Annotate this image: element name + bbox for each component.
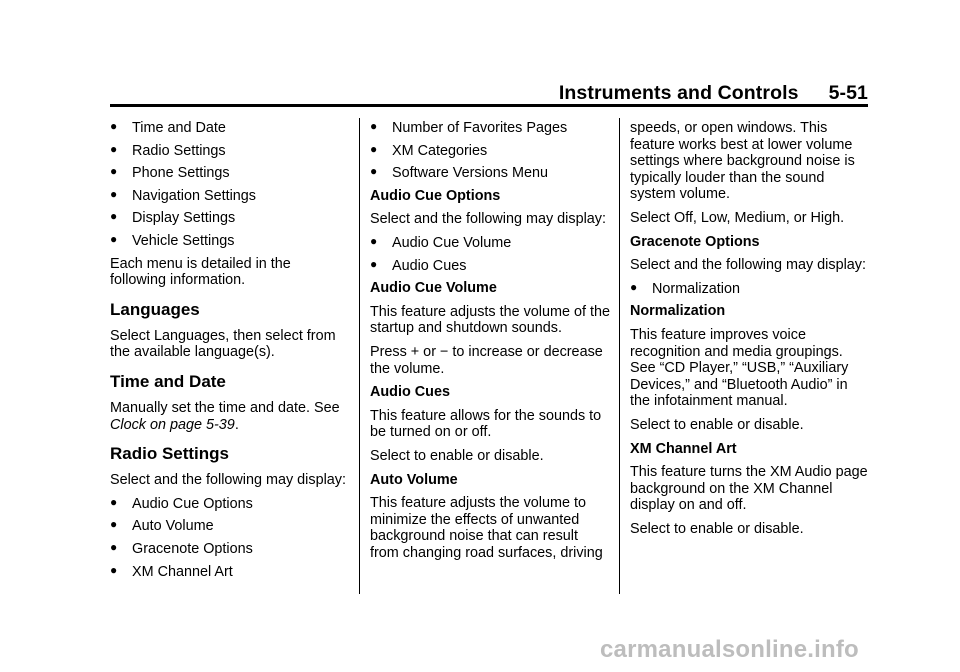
time-date-text: Manually set the time and date. See Clock on page 5-39.	[110, 399, 340, 433]
normalization-text: This feature improves voice recognition and media groupings. See “CD Player,” “USB,” “Auxiliary Devices,” and “Bluetooth Audio” in the infotainment manual.	[630, 326, 849, 410]
gracenote-options-text: Select and the following may display:	[630, 257, 866, 274]
column-3	[630, 120, 870, 544]
audio-cue-volume-heading: Audio Cue Volume	[370, 280, 497, 297]
list-item: ● Display Settings	[110, 209, 236, 227]
auto-volume-continued-text: speeds, or open windows. This feature works best at lower volume settings where background noise is typically louder than the sound system volume.	[630, 120, 855, 203]
bullet-icon: ●	[110, 119, 118, 133]
gracenote-options-heading: Gracenote Options	[630, 233, 760, 250]
audio-cues-text-2: Select to enable or disable.	[370, 447, 544, 464]
xm-channel-art-text: This feature turns the XM Audio page background on the XM Channel display on and off.	[630, 464, 868, 514]
list-item: ● Vehicle Settings	[110, 231, 235, 249]
audio-cue-volume-text-2: Press + or − to increase or decrease the volume.	[370, 343, 603, 377]
list-item: ● Audio Cues	[370, 256, 467, 274]
list-item: ● Audio Cue Options	[110, 494, 253, 512]
bullet-icon: ●	[110, 517, 118, 532]
normalization-text-2: Select to enable or disable.	[630, 416, 804, 433]
column-2	[370, 120, 610, 568]
bullet-icon: ●	[110, 141, 118, 156]
bullet-icon: ●	[370, 233, 378, 248]
normalization-heading: Normalization	[630, 303, 726, 320]
bullet-icon: ●	[370, 164, 378, 179]
bullet-icon: ●	[110, 562, 118, 577]
bullet-icon: ●	[110, 231, 118, 246]
audio-cues-heading: Audio Cues	[370, 384, 450, 401]
audio-cue-options-heading: Audio Cue Options	[370, 187, 501, 204]
audio-cue-volume-text: This feature adjusts the volume of the startup and shutdown sounds.	[370, 303, 610, 337]
list-item: ● Normalization	[630, 279, 740, 297]
column-1	[110, 120, 350, 586]
column-divider-1	[359, 118, 360, 594]
auto-volume-text: This feature adjusts the volume to minimize the effects of unwanted background noise that can result from changing road surfaces, driving	[370, 495, 603, 561]
list-item: ● Number of Favorites Pages	[370, 119, 568, 136]
languages-heading: Languages	[110, 299, 200, 319]
page-header	[110, 82, 868, 105]
list-item: ● Phone Settings	[110, 164, 230, 182]
bullet-icon: ●	[370, 141, 378, 156]
menu-note: Each menu is detailed in the following information.	[110, 255, 291, 289]
list-item: ● Gracenote Options	[110, 539, 253, 557]
bullet-icon: ●	[110, 186, 118, 201]
xm-channel-art-heading: XM Channel Art	[630, 440, 737, 457]
list-item: ● Radio Settings	[110, 141, 226, 159]
bullet-icon: ●	[110, 209, 118, 224]
bullet-icon: ●	[110, 539, 118, 554]
select-levels-text: Select Off, Low, Medium, or High.	[630, 209, 845, 226]
bullet-icon: ●	[370, 119, 378, 133]
list-item: ● Software Versions Menu	[370, 164, 548, 182]
watermark: carmanualsonline.info	[600, 636, 859, 663]
clock-reference-link[interactable]: Clock on page 5-39	[110, 416, 235, 433]
list-item: ● Time and Date	[110, 119, 226, 136]
list-item: ● XM Channel Art	[110, 562, 233, 580]
list-item: ● Auto Volume	[110, 517, 214, 535]
radio-settings-text: Select and the following may display:	[110, 472, 346, 489]
languages-text: Select Languages, then select from the available language(s).	[110, 327, 336, 361]
audio-cue-options-text: Select and the following may display:	[370, 211, 606, 228]
header-rule	[110, 104, 868, 107]
radio-settings-heading: Radio Settings	[110, 444, 230, 464]
page-number: 5-51	[828, 82, 868, 104]
column-divider-2	[619, 118, 620, 594]
list-item: ● Navigation Settings	[110, 186, 256, 204]
list-item: ● XM Categories	[370, 141, 488, 159]
xm-channel-art-text-2: Select to enable or disable.	[630, 520, 804, 537]
bullet-icon: ●	[110, 494, 118, 509]
bullet-icon: ●	[110, 164, 118, 179]
audio-cues-text: This feature allows for the sounds to be turned on or off.	[370, 407, 602, 441]
list-item: ● Audio Cue Volume	[370, 233, 512, 251]
auto-volume-heading: Auto Volume	[370, 471, 458, 488]
time-date-heading: Time and Date	[110, 371, 226, 391]
bullet-icon: ●	[630, 279, 638, 294]
bullet-icon: ●	[370, 256, 378, 271]
section-title: Instruments and Controls	[558, 82, 799, 104]
